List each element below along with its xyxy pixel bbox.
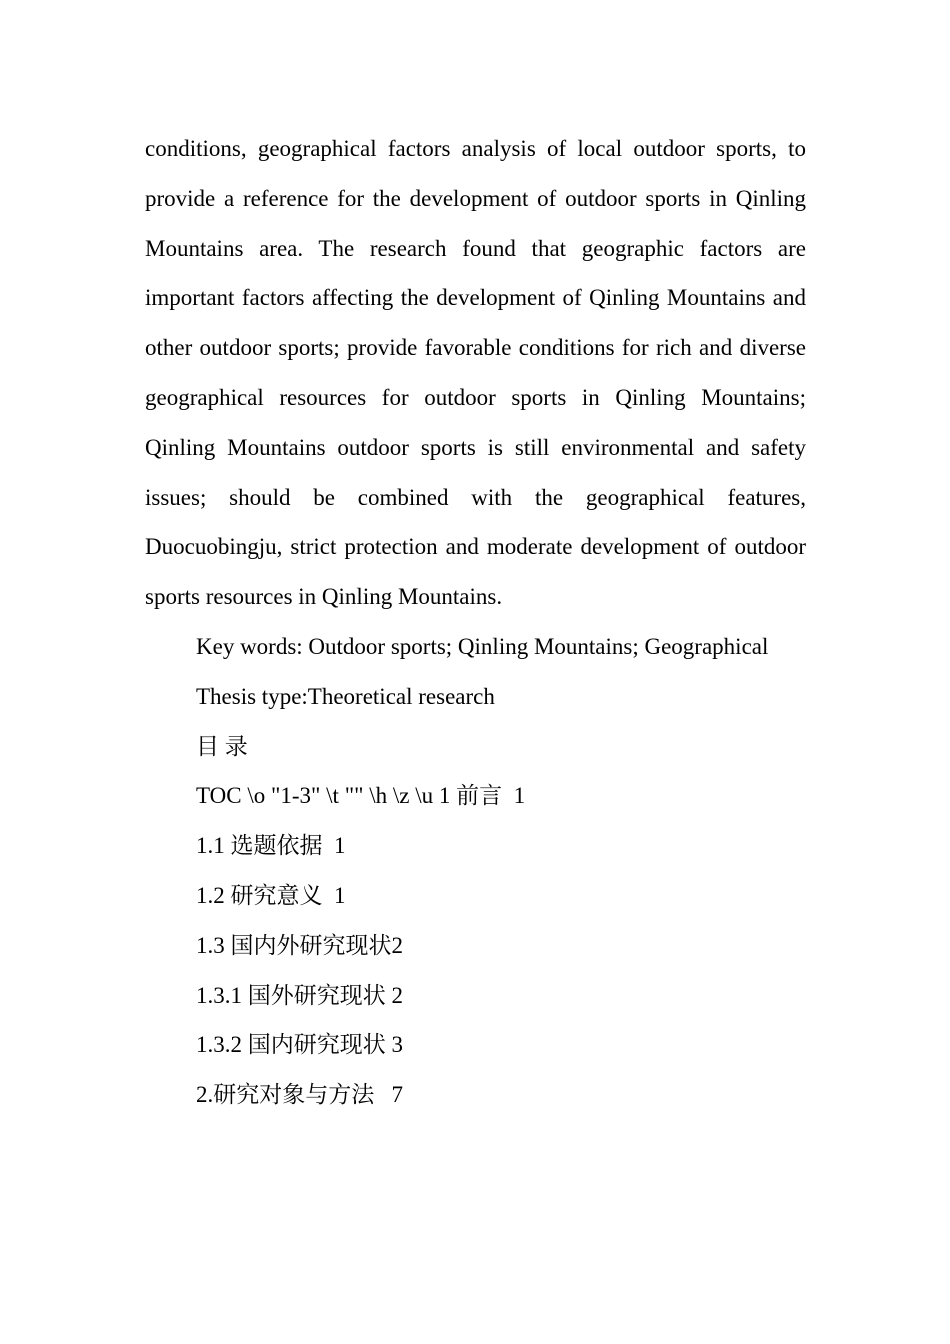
toc-entry: 2.研究对象与方法 7 (196, 1082, 403, 1108)
thesis-type-line: Thesis type:Theoretical research (196, 683, 495, 709)
document-body (145, 124, 806, 1120)
keywords-paragraph: Key words: Outdoor sports; Qinling Mountains; Geographical (196, 633, 769, 659)
toc-entry: 1.1 选题依据 1 (196, 833, 346, 859)
abstract-paragraph: conditions, geographical factors analysis of local outdoor sports, to provide a reference for the development of outdoor sports in Qinling Mountains area. The research found that geographic factors are important factors affecting the development of Qinling Mountains and other outdoor sports; provide favorable conditions for rich and diverse geographical resources for outdoor sports in Qinling Mountains; Qinling Mountains outdoor sports is still environmental and safety issues; should be combined with the geographical features, Duocuobingju, strict protection and moderate development of outdoor sports resources in Qinling Mountains. (145, 136, 806, 610)
toc-entry: 1.2 研究意义 1 (196, 882, 346, 908)
toc-entry: TOC \o "1-3" \t "" \h \z \u 1 前言 1 (196, 783, 526, 809)
toc-entry: 1.3.1 国外研究现状 2 (196, 982, 403, 1008)
toc-heading: 目 录 (196, 733, 248, 759)
toc-entry: 1.3.2 国内研究现状 3 (196, 1032, 403, 1058)
toc-entry: 1.3 国内外研究现状2 (196, 932, 403, 958)
